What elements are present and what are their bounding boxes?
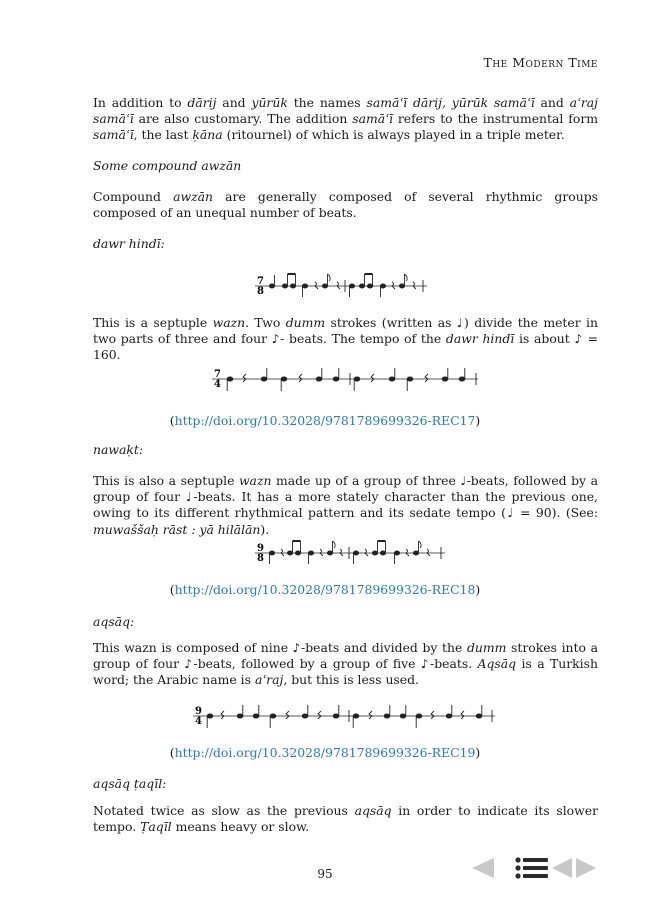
doi-link[interactable]: http://doi.org/10.32028/9781789699326-REC19	[174, 745, 476, 760]
label-dawr-hindi: dawr hindī:	[93, 236, 165, 251]
paragraph-compound: Compound awzān are generally composed of several rhythmic groups composed of an unequal number of beats.	[93, 189, 598, 221]
eighth-note-icon: ♪	[271, 332, 281, 347]
rhythm-dawr-hindi-7-4	[212, 365, 482, 397]
menu-list-icon[interactable]	[514, 856, 550, 880]
recording-link-rec19[interactable]: (http://doi.org/10.32028/9781789699326-REC19)	[169, 745, 481, 760]
recording-link-rec17[interactable]: (http://doi.org/10.32028/9781789699326-REC17)	[169, 413, 481, 428]
rhythm-aqsaq-9-4	[193, 702, 498, 734]
quarter-note-icon: ♩	[185, 490, 194, 505]
quarter-note-icon: ♩	[460, 474, 467, 488]
quarter-note-icon: ♩	[505, 506, 515, 521]
back-arrow-icon[interactable]	[550, 856, 574, 880]
eighth-note-icon: ♪	[184, 657, 194, 672]
eighth-note-icon: ♪	[574, 332, 583, 347]
svg-text:4: 4	[214, 379, 221, 390]
paragraph-dawr-hindi: This is a septuple wazn. Two dumm strokes (written as ♩) divide the meter in two parts of three and four ♪- beats. The tempo of the dawr hindī is about ♪ = 160.	[93, 315, 598, 363]
quarter-note-icon: ♩	[456, 316, 464, 330]
recording-link-rec18[interactable]: (http://doi.org/10.32028/9781789699326-REC18)	[169, 582, 481, 597]
paragraph-aqsaq-taqil: Notated twice as slow as the previous aqsāq in order to indicate its slower tempo. Ṭaqīl means heavy or slow.	[93, 803, 598, 835]
time-sig-num: 7	[257, 276, 264, 287]
label-aqsaq: aqsāq:	[93, 614, 135, 629]
paragraph-nawakt: This is also a septuple wazn made up of a group of three ♩-beats, followed by a group of four ♩-beats. It has a more stately character than the previous one, owing to its different rhythmical pattern and its sedate tempo (♩ = 90). (See: muwaššaḥ rāst : yā hilālān).	[93, 473, 598, 537]
time-sig-den: 8	[257, 286, 264, 297]
svg-text:4: 4	[195, 716, 202, 727]
rhythm-nawakt-9-8	[255, 537, 450, 569]
paragraph-intro: In addition to dārij and yūrūk the names samāʿī dārij, yūrūk samāʿī and aʿraj samāʿī are also customary. The addition samāʿī refers to the instrumental form samāʿī, the last ḳāna (ritournel) of which is always played in a triple meter.	[93, 95, 598, 143]
rhythm-dawr-hindi-7-8	[255, 270, 430, 302]
prev-page-icon[interactable]	[470, 856, 496, 880]
svg-text:8: 8	[257, 553, 264, 564]
paragraph-aqsaq: This wazn is composed of nine ♪-beats and divided by the dumm strokes into a group of four ♪-beats, followed by a group of five ♪-beats. Aqsāq is a Turkish word; the Arabic name is aʿraj, but this is less used.	[93, 640, 598, 688]
section-heading: Some compound awzān	[93, 158, 242, 173]
doi-link[interactable]: http://doi.org/10.32028/9781789699326-REC18	[174, 582, 476, 597]
svg-text:9: 9	[195, 706, 202, 717]
eighth-note-icon: ♪	[292, 641, 302, 655]
svg-text:9: 9	[257, 543, 264, 554]
label-nawakt: nawaḳt:	[93, 442, 144, 457]
eighth-note-icon: ♪	[420, 657, 431, 672]
svg-text:7: 7	[214, 369, 221, 380]
label-aqsaq-taqil: aqsāq ṭaqīl:	[93, 776, 167, 791]
page-number: 95	[317, 867, 333, 881]
running-head: The Modern Time	[483, 55, 598, 70]
next-page-icon[interactable]	[574, 856, 598, 880]
doi-link[interactable]: http://doi.org/10.32028/9781789699326-REC17	[174, 413, 476, 428]
